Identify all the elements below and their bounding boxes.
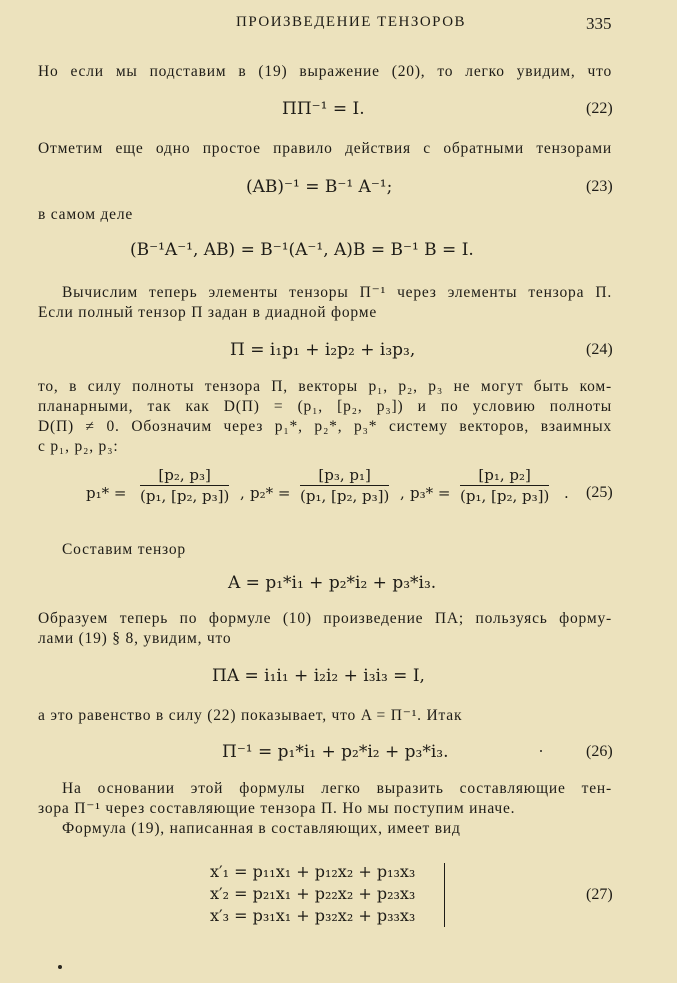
formula-25-end: . bbox=[564, 484, 569, 502]
equation-number-24: (24) bbox=[586, 341, 613, 358]
formula-tensor-a: A = p₁*i₁ + p₂*i₂ + p₃*i₃. bbox=[228, 573, 437, 593]
paragraph-line: Вычислим теперь элементы тензоры Π⁻¹ через элементы тензора Π. bbox=[62, 284, 612, 301]
system-equation-3: x′₃ = p₃₁x₁ + p₃₂x₂ + p₃₃x₃ bbox=[210, 906, 416, 925]
fraction-denominator: (p₁, [p₂, p₃]) bbox=[300, 487, 390, 505]
ink-spot bbox=[58, 965, 62, 969]
formula-23-proof: (B⁻¹A⁻¹, AB) = B⁻¹(A⁻¹, A)B = B⁻¹ B = I. bbox=[130, 240, 474, 260]
fraction-denominator: (p₁, [p₂, p₃]) bbox=[460, 487, 550, 505]
paragraph-line: Образуем теперь по формуле (10) произведение ΠA; пользуясь форму- bbox=[38, 610, 612, 627]
paragraph-line: планарными, так как D(Π) = (p₁, [p₂, p₃]) и по условию полноты bbox=[38, 398, 612, 415]
formula-25-lhs-3: p₃* = bbox=[410, 484, 451, 502]
formula-25-fraction-1 bbox=[140, 466, 229, 505]
paragraph-line: с p₁, p₂, p₃: bbox=[38, 438, 119, 455]
paragraph-line: а это равенство в силу (22) показывает, что A = Π⁻¹. Итак bbox=[38, 707, 463, 724]
paragraph-line: лами (19) § 8, увидим, что bbox=[38, 630, 232, 647]
paragraph-line: D(Π) ≠ 0. Обозначим через p₁*, p₂*, p₃* систему векторов, взаимных bbox=[38, 418, 612, 435]
formula-25-fraction-3 bbox=[460, 466, 549, 505]
equation-number-22: (22) bbox=[586, 100, 613, 117]
formula-pi-a: ΠA = i₁i₁ + i₂i₂ + i₃i₃ = I, bbox=[212, 666, 425, 686]
paragraph-line: Составим тензор bbox=[62, 541, 186, 558]
formula-26: Π⁻¹ = p₁*i₁ + p₂*i₂ + p₃*i₃. bbox=[222, 742, 449, 762]
paragraph-line: На основании этой формулы легко выразить составляющие тен- bbox=[62, 780, 612, 797]
equation-number-27: (27) bbox=[586, 886, 613, 903]
formula-25-fraction-2 bbox=[300, 466, 389, 505]
running-head bbox=[0, 14, 677, 40]
equation-number-25: (25) bbox=[586, 484, 613, 501]
fraction-denominator: (p₁, [p₂, p₃]) bbox=[140, 487, 230, 505]
fraction-numerator: [p₁, p₂] bbox=[460, 466, 549, 486]
paragraph-line: Отметим еще одно простое правило действия с обратными тензорами bbox=[38, 140, 612, 157]
paragraph-line: зора Π⁻¹ через составляющие тензора Π. Но мы поступим иначе. bbox=[38, 800, 516, 817]
system-equation-2: x′₂ = p₂₁x₁ + p₂₂x₂ + p₂₃x₃ bbox=[210, 884, 416, 903]
formula-25-lhs-1: p₁* = bbox=[86, 484, 127, 502]
paragraph-line: Но если мы подставим в (19) выражение (20), то легко увидим, что bbox=[38, 63, 612, 80]
formula-25-separator: , bbox=[240, 484, 245, 502]
speck bbox=[540, 750, 542, 752]
paragraph-line: то, в силу полноты тензора Π, векторы p₁, p₂, p₃ не могут быть ком- bbox=[38, 378, 612, 395]
paragraph-line: в самом деле bbox=[38, 206, 134, 223]
paragraph-line: Формула (19), написанная в составляющих, имеет вид bbox=[62, 820, 461, 837]
page-number: 335 bbox=[586, 14, 612, 33]
running-title: ПРОИЗВЕДЕНИЕ ТЕНЗОРОВ bbox=[236, 14, 467, 30]
system-equation-1: x′₁ = p₁₁x₁ + p₁₂x₂ + p₁₃x₃ bbox=[210, 862, 416, 881]
fraction-numerator: [p₃, p₁] bbox=[300, 466, 389, 486]
fraction-numerator: [p₂, p₃] bbox=[140, 466, 229, 486]
formula-23: (AB)⁻¹ = B⁻¹ A⁻¹; bbox=[246, 177, 393, 197]
formula-25-lhs-2: p₂* = bbox=[250, 484, 291, 502]
equation-number-26: (26) bbox=[586, 743, 613, 760]
system-brace bbox=[444, 863, 445, 927]
formula-25-separator: , bbox=[400, 484, 405, 502]
formula-24: Π = i₁p₁ + i₂p₂ + i₃p₃, bbox=[230, 340, 416, 360]
formula-22: ΠΠ⁻¹ = I. bbox=[282, 99, 365, 119]
equation-number-23: (23) bbox=[586, 178, 613, 195]
paragraph-line: Если полный тензор Π задан в диадной форме bbox=[38, 304, 378, 321]
